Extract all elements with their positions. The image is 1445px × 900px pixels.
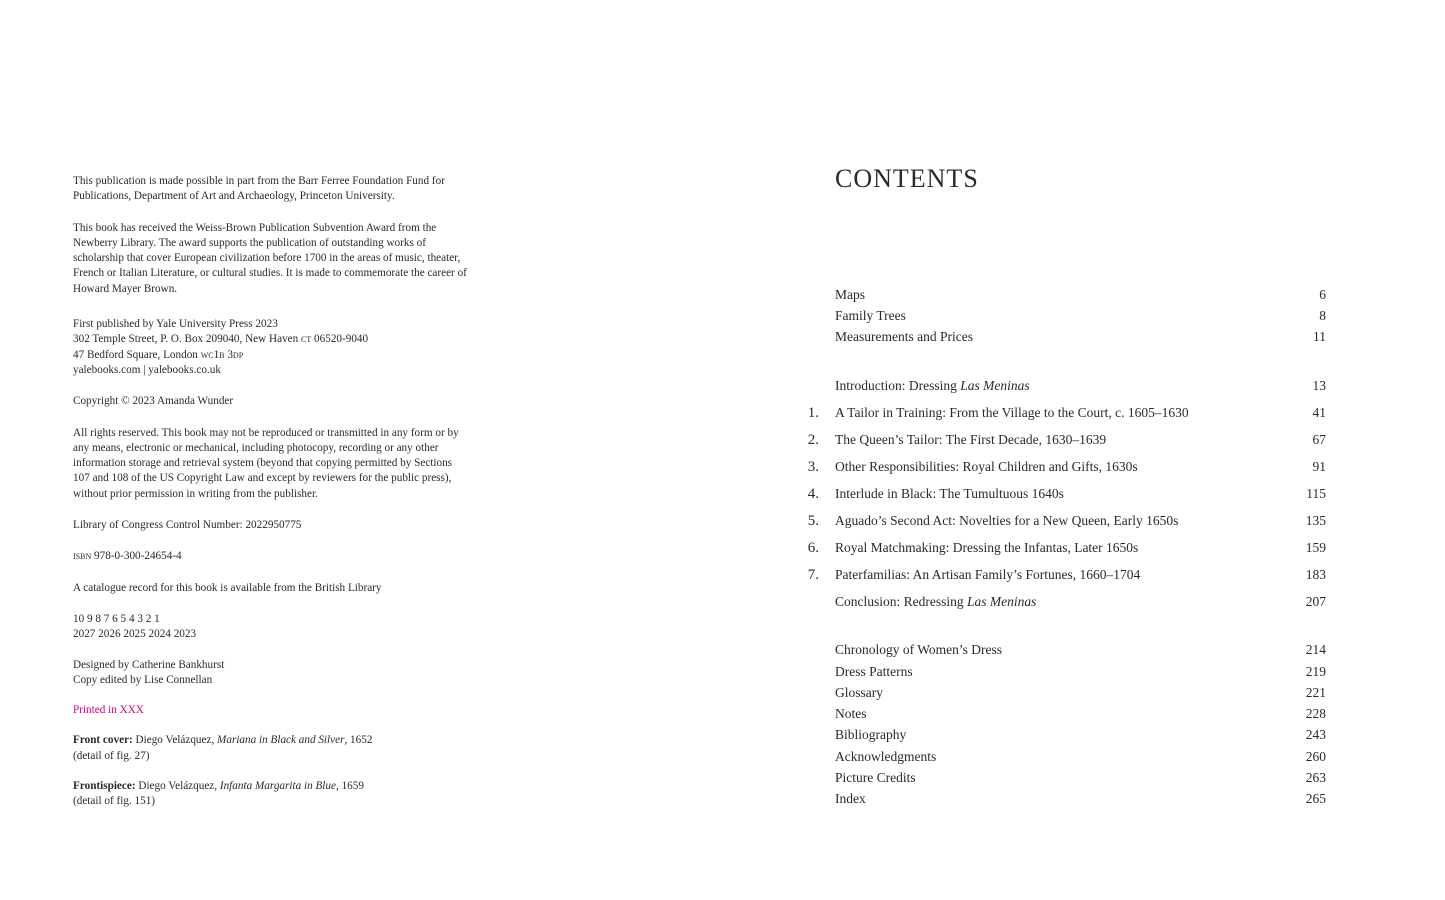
toc-entry-measurements[interactable]: Measurements and Prices 11 bbox=[835, 329, 1326, 344]
publisher-address-uk: 47 Bedford Square, London wc1b 3dp bbox=[73, 348, 244, 361]
toc-entry-chapter-7[interactable]: 7. Paterfamilias: An Artisan Family’s Fortunes, 1660–1704 183 bbox=[807, 567, 1326, 583]
publisher-line: First published by Yale University Press 2023 bbox=[73, 318, 278, 331]
designer-credit: Designed by Catherine Bankhurst bbox=[73, 658, 225, 671]
contents-heading: CONTENTS bbox=[835, 164, 979, 193]
copyright-line: Copyright © 2023 Amanda Wunder bbox=[73, 395, 234, 408]
toc-entry-chapter-2[interactable]: 2. The Queen’s Tailor: The First Decade, 1630–1639 67 bbox=[807, 432, 1326, 448]
credits-block bbox=[73, 658, 468, 689]
toc-entry-family-trees[interactable]: Family Trees 8 bbox=[835, 308, 1326, 323]
publisher-websites: yalebooks.com | yalebooks.co.uk bbox=[73, 363, 221, 376]
copyeditor-credit: Copy edited by Lise Connellan bbox=[73, 673, 213, 686]
toc-entry-acknowledgments[interactable]: Acknowledgments 260 bbox=[835, 749, 1326, 764]
toc-entry-chapter-3[interactable]: 3. Other Responsibilities: Royal Children and Gifts, 1630s 91 bbox=[807, 459, 1326, 475]
toc-entry-chapter-1[interactable]: 1. A Tailor in Training: From the Village to the Court, c. 1605–1630 41 bbox=[807, 405, 1326, 421]
toc-entry-bibliography[interactable]: Bibliography 243 bbox=[835, 727, 1326, 742]
printing-years: 2027 2026 2025 2024 2023 bbox=[73, 628, 197, 641]
toc-entry-picture-credits[interactable]: Picture Credits 263 bbox=[835, 770, 1326, 785]
toc-entry-glossary[interactable]: Glossary 221 bbox=[835, 685, 1326, 700]
toc-entry-chapter-5[interactable]: 5. Aguado’s Second Act: Novelties for a New Queen, Early 1650s 135 bbox=[807, 513, 1326, 529]
frontispiece-credit: Frontispiece: Diego Velázquez, Infanta Margarita in Blue, 1659 (detail of fig. 151) bbox=[73, 780, 364, 808]
toc-entry-introduction[interactable]: Introduction: Dressing Las Meninas 13 bbox=[835, 378, 1326, 393]
catalogue-record: A catalogue record for this book is available from the British Library bbox=[73, 581, 382, 594]
toc-entry-chronology[interactable]: Chronology of Women’s Dress 214 bbox=[835, 642, 1326, 657]
printing-numbers: 10 9 8 7 6 5 4 3 2 1 bbox=[73, 612, 160, 625]
toc-entry-chapter-4[interactable]: 4. Interlude in Black: The Tumultuous 1640s 115 bbox=[807, 486, 1326, 502]
toc-entry-dress-patterns[interactable]: Dress Patterns 219 bbox=[835, 664, 1326, 679]
toc-entry-chapter-6[interactable]: 6. Royal Matchmaking: Dressing the Infantas, Later 1650s 159 bbox=[807, 540, 1326, 556]
toc-entry-conclusion[interactable]: Conclusion: Redressing Las Meninas 207 bbox=[835, 594, 1326, 609]
rights-statement: All rights reserved. This book may not be reproduced or transmitted in any form or by any means, electronic or mechanical, including photocopy, recording or any other information storage and retrieval system (beyond that copying permitted by Sections 107 and 108 of the US Copyright Law and except by reviewers for the public press), without prior permission in writing from the publisher. bbox=[73, 426, 459, 500]
toc-entry-index[interactable]: Index 265 bbox=[835, 791, 1326, 806]
isbn-line: isbn 978-0-300-24654-4 bbox=[73, 550, 182, 563]
publisher-block bbox=[73, 317, 468, 378]
publisher-address-us: 302 Temple Street, P. O. Box 209040, New Haven ct 06520-9040 bbox=[73, 333, 369, 346]
front-cover-credit: Front cover: Diego Velázquez, Mariana in Black and Silver, 1652 (detail of fig. 27) bbox=[73, 734, 373, 762]
toc-entry-maps[interactable]: Maps 6 bbox=[835, 287, 1326, 302]
printing-lines bbox=[73, 612, 468, 643]
copyright-page bbox=[73, 174, 468, 810]
funding-note-2: This book has received the Weiss-Brown Publication Subvention Award from the Newberry Library. The award supports the publication of outstanding works of scholarship that cover European civilization before 1700 in the areas of music, theater, French or Italian Literature, or cultural studies. It is made to commemorate the career of Howard Mayer Brown. bbox=[73, 221, 467, 295]
printed-in: Printed in XXX bbox=[73, 704, 144, 717]
loc-number: Library of Congress Control Number: 2022950775 bbox=[73, 519, 302, 532]
funding-note-1: This publication is made possible in part from the Barr Ferree Foundation Fund for Publications, Department of Art and Archaeology, Princeton University. bbox=[73, 175, 445, 203]
toc-entry-notes[interactable]: Notes 228 bbox=[835, 706, 1326, 721]
